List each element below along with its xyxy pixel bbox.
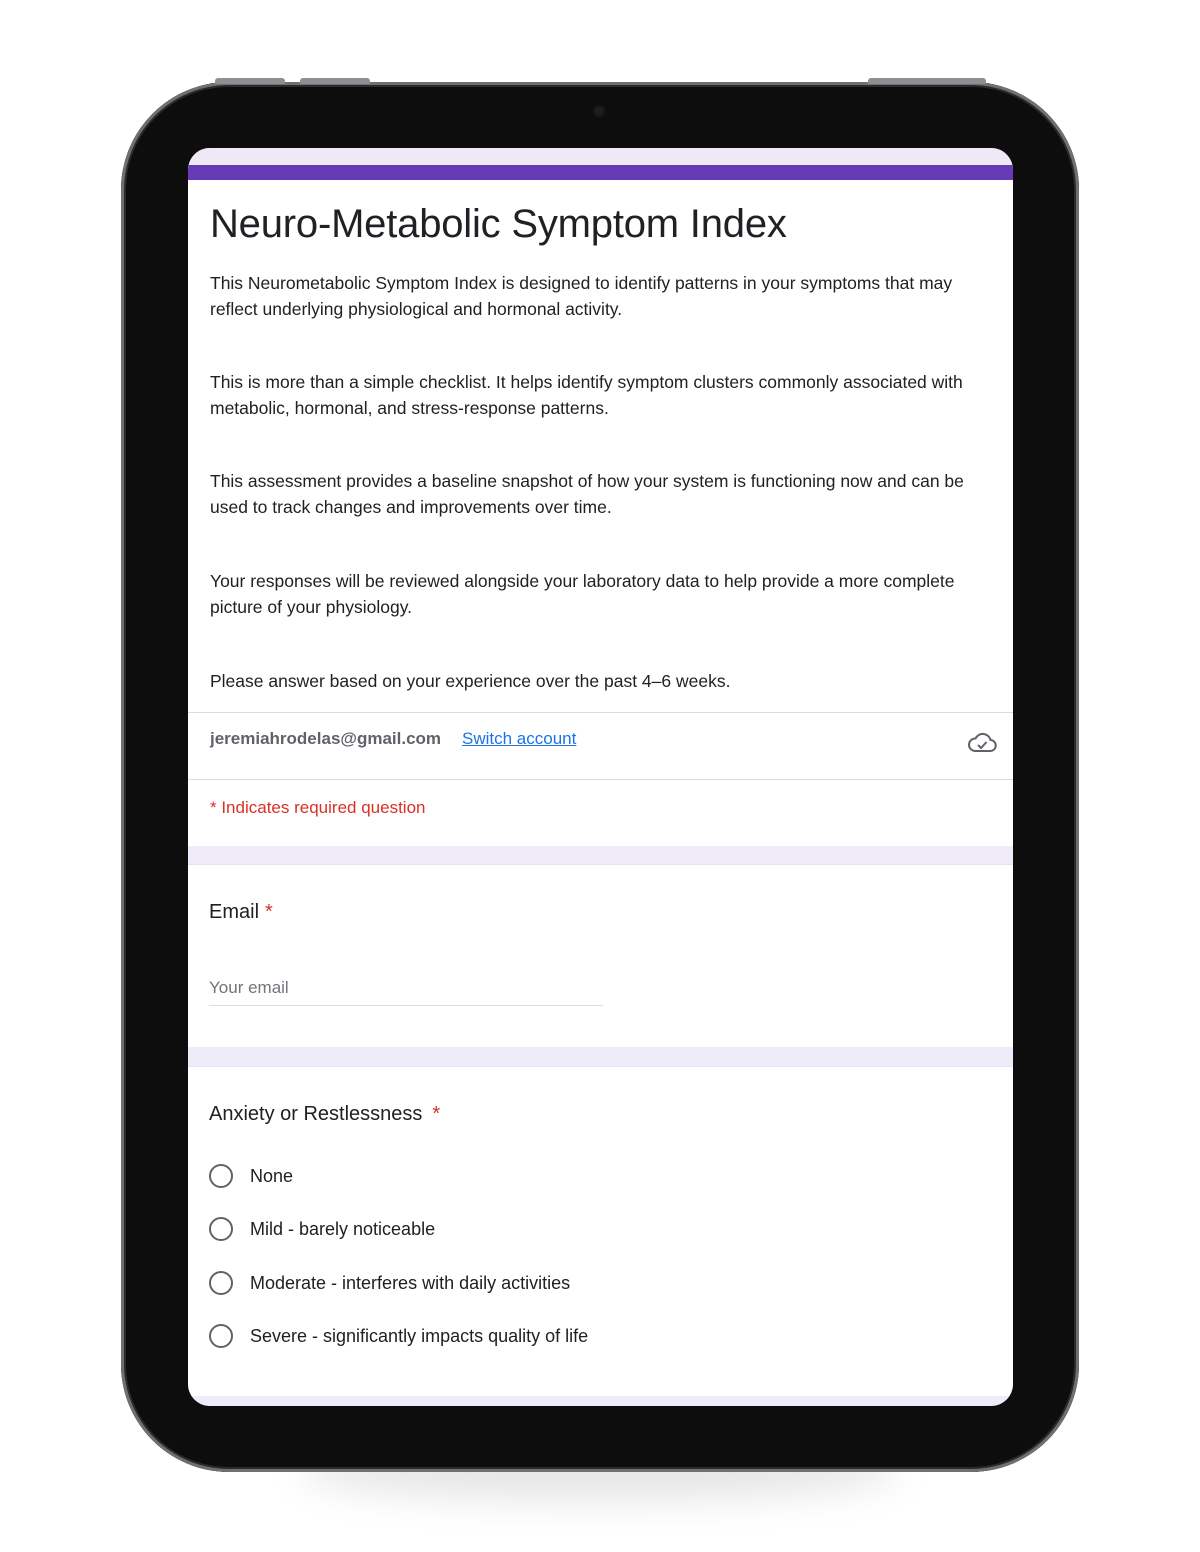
form-description: Your responses will be reviewed alongside your laboratory data to help provide a more complete picture of your physiology.	[210, 571, 955, 617]
account-email: jeremiahrodelas@gmail.com	[210, 729, 442, 748]
form-background	[188, 1396, 1013, 1406]
power-button	[868, 78, 986, 84]
radio-option-mild[interactable]	[209, 1214, 435, 1244]
radio-option-label: Moderate - interferes with daily activities	[250, 1272, 571, 1293]
anxiety-question-card	[188, 1066, 1013, 1397]
form-title: Neuro-Metabolic Symptom Index	[210, 202, 787, 246]
email-input[interactable]	[209, 971, 603, 1006]
switch-account-link[interactable]: Switch account	[462, 729, 577, 748]
volume-button	[215, 78, 285, 84]
question-label: Anxiety or Restlessness	[209, 1103, 423, 1125]
question-title	[209, 901, 273, 924]
radio-option-label: Severe - significantly impacts quality of life	[250, 1325, 589, 1346]
email-question-card	[188, 864, 1013, 1047]
required-note: * Indicates required question	[210, 798, 426, 817]
question-title	[209, 1103, 440, 1126]
form-description: This assessment provides a baseline snapshot of how your system is functioning now and can be used to track changes and improvements over time.	[210, 471, 964, 517]
question-label: Email	[209, 901, 260, 923]
required-asterisk: *	[432, 1103, 441, 1125]
form-accent-bar	[188, 148, 1013, 180]
account-row	[188, 712, 1013, 780]
radio-button[interactable]	[209, 1324, 233, 1348]
radio-option-label: Mild - barely noticeable	[250, 1218, 436, 1239]
radio-option-none[interactable]	[209, 1161, 293, 1191]
radio-option-moderate[interactable]	[209, 1268, 570, 1298]
required-asterisk: *	[265, 901, 273, 923]
radio-option-severe[interactable]	[209, 1321, 588, 1351]
radio-button[interactable]	[209, 1217, 233, 1241]
volume-button	[300, 78, 370, 84]
form-description: This Neurometabolic Symptom Index is designed to identify patterns in your symptoms that may reflect underlying physiological and hormonal activity.	[210, 273, 953, 319]
tablet-screen	[188, 148, 1013, 1406]
radio-button[interactable]	[209, 1271, 233, 1295]
front-camera	[592, 104, 606, 118]
form-header-card	[188, 148, 1013, 846]
radio-button[interactable]	[209, 1164, 233, 1188]
cloud-sync-icon	[967, 731, 997, 755]
radio-option-label: None	[250, 1165, 294, 1186]
form-description: This is more than a simple checklist. It helps identify symptom clusters commonly associated with metabolic, hormonal, and stress-response patterns.	[210, 372, 963, 418]
form-description: Please answer based on your experience over the past 4–6 weeks.	[210, 671, 731, 691]
